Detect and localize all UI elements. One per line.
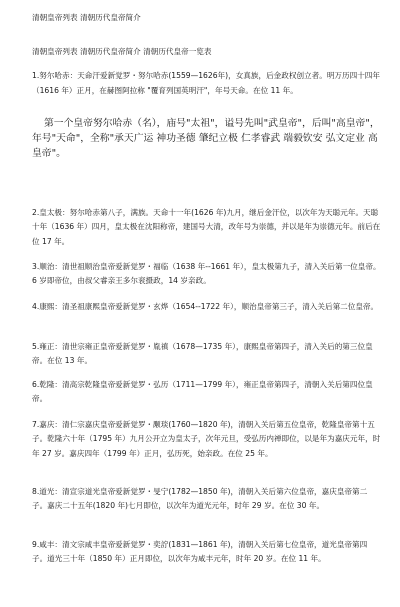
document-subtitle-line: 清朝皇帝列表 清朝历代皇帝简介 清朝历代皇帝一览表 (32, 47, 212, 56)
paragraph-nurhaci-titles: 第一个皇帝努尔哈赤（名），庙号"太祖"，谥号先叫"武皇帝"，后叫"高皇帝"，年号"天命"，全称"承天广运 神功圣德 肇纪立极 仁孝睿武 端毅钦安 弘文定业 高皇帝"。 (32, 118, 380, 159)
paragraph-yongzheng: 5.雍正：清世宗雍正皇帝爱新觉罗・胤禛（1678—1735 年），康熙皇帝第四子，清入关后的第三位皇帝。在位 13 年。 (32, 342, 373, 366)
paragraph-kangxi: 4.康熙：清圣祖康熙皇帝爱新觉罗・玄烨（1654--1722 年），顺治皇帝第三子，清入关后第二位皇帝。 (32, 302, 379, 311)
paragraph-qianlong: 6.乾隆：清高宗乾隆皇帝爱新觉罗・弘历（1711—1799 年），雍正皇帝第四子，清朝入关后第四位皇帝。 (32, 380, 373, 404)
paragraph-nurhaci: 1.努尔哈赤：天命汗爱新觉罗・努尔哈赤(1559—1626年)，女真族，后金政权创立者。明万历四十四年（1616 年）正月，在赫图阿拉称 "覆育列国英明汗"，年号天命。在位 11 年。 (32, 71, 380, 95)
paragraph-jiaqing: 7.嘉庆：清仁宗嘉庆皇帝爱新觉罗・颙琰(1760—1820 年)，清朝入关后第五位皇帝，乾隆皇帝第十五子。乾隆六十年（1795 年）九月公开立为皇太子，次年元旦，受弘历内禅即位，以是年为嘉庆元年，时年 27 岁。嘉庆四年（1799 年）正月，弘历死，始亲政。在位 25 年。 (32, 420, 381, 458)
paragraph-hong-taiji: 2.皇太极：努尔哈赤第八子，满族。天命十一年(1626 年)九月，继后金汗位，以次年为天聪元年。天聪十年（1636 年）四月，皇太极在沈阳称帝，建国号大清，改年号为崇德，并以是年为崇德元年。前后在位 17 年。 (32, 208, 381, 246)
paragraph-daoguang: 8.道光：清宣宗道光皇帝爱新觉罗・旻宁(1782—1850 年)，清朝入关后第六位皇帝，嘉庆皇帝第二子。嘉庆二十五年(1820 年)七月即位，以次年为道光元年，时年 29 岁。在位 30 年。 (32, 487, 368, 511)
paragraph-shunzhi: 3.顺治：清世祖顺治皇帝爱新觉罗・福临（1638 年--1661 年），皇太极第九子，清入关后第一位皇帝。6 岁即帝位，由叔父睿亲王多尔衮摄政，14 岁亲政。 (32, 262, 381, 286)
document-title-line: 清朝皇帝列表 清朝历代皇帝简介 (32, 13, 141, 22)
paragraph-xianfeng: 9.咸丰：清文宗咸丰皇帝爱新觉罗・奕詝(1831—1861 年)，清朝入关后第七位皇帝，道光皇帝第四子。道光三十年（1850 年）正月即位，以次年为咸丰元年，时年 20 岁。在位 11 年。 (32, 540, 368, 564)
